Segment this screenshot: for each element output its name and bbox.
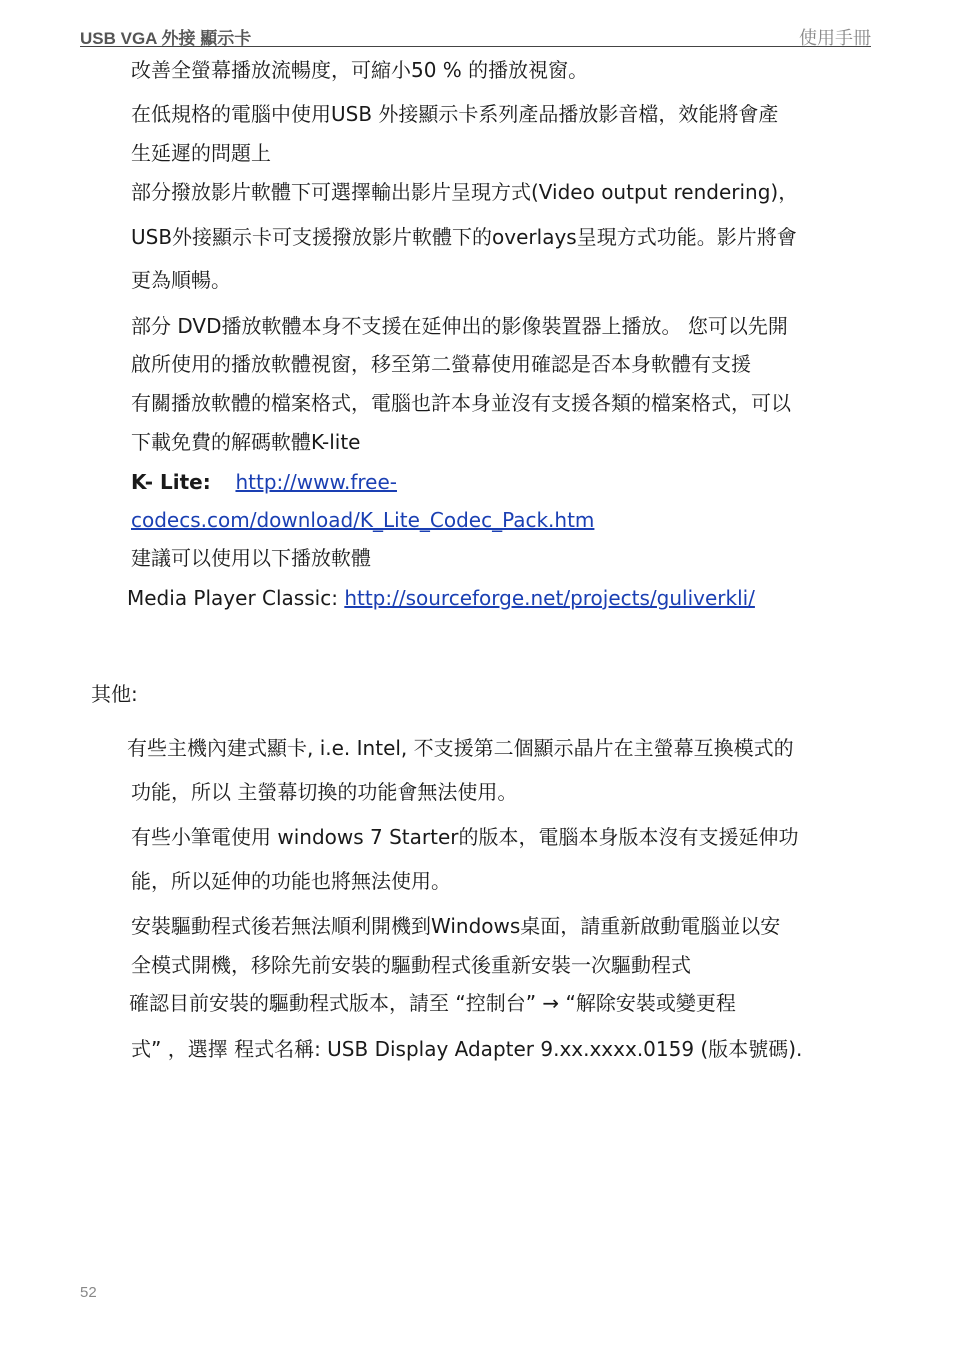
k-lite-label: K- Lite: (131, 470, 211, 494)
media-player-separator: : (331, 586, 345, 610)
k-lite-link-part1[interactable]: http://www.free- (235, 470, 397, 494)
header-title: USB VGA 外接 顯示卡 (80, 29, 252, 48)
k-lite-link-part2[interactable]: codecs.com/download/K_Lite_Codec_Pack.htm (131, 508, 595, 532)
text-line: 確認目前安裝的驅動程式版本，請至 “控制台” → “解除安裝或變更程 (129, 991, 736, 1015)
media-player-label: Media Player Classic (127, 586, 332, 610)
section-heading: 其他: (91, 682, 138, 706)
text-line: 有些主機內建式顯卡, i.e. Intel, 不支援第二個顯示晶片在主螢幕互換模式的 (127, 736, 794, 760)
page-number: 52 (80, 1284, 97, 1301)
text-line: USB外接顯示卡可支援撥放影片軟體下的overlays呈現方式功能。影片將會 (131, 225, 797, 249)
text-line: 部分撥放影片軟體下可選擇輸出影片呈現方式(Video output rendering)， (131, 180, 799, 204)
media-player-line (127, 586, 755, 610)
text-line: 安裝驅動程式後若無法順利開機到Windows桌面，請重新啟動電腦並以安 (131, 914, 781, 938)
text-line: 更為順暢。 (131, 268, 231, 292)
text-line: 啟所使用的播放軟體視窗，移至第二螢幕使用確認是否本身軟體有支援 (131, 352, 751, 376)
k-lite-link-line (131, 508, 594, 532)
page-header (80, 22, 871, 47)
text-line: 建議可以使用以下播放軟體 (131, 546, 371, 570)
text-line: 全模式開機，移除先前安裝的驅動程式後重新安裝一次驅動程式 (131, 953, 691, 977)
text-line: 有些小筆電使用 windows 7 Starter的版本，電腦本身版本沒有支援延伸功 (131, 825, 799, 849)
header-manual-label: 使用手冊 (799, 28, 871, 49)
text-line: 功能，所以 主螢幕切換的功能會無法使用。 (131, 780, 518, 804)
media-player-link[interactable]: http://sourceforge.net/projects/guliverkli/ (344, 586, 755, 610)
text-line: 能，所以延伸的功能也將無法使用。 (131, 869, 451, 893)
k-lite-line (131, 470, 397, 494)
text-line: 在低規格的電腦中使用USB 外接顯示卡系列產品播放影音檔，效能將會產 (131, 102, 779, 126)
text-line: 生延遲的問題上 (131, 141, 271, 165)
text-line: 有關播放軟體的檔案格式，電腦也許本身並沒有支援各類的檔案格式，可以 (131, 391, 791, 415)
text-line: 改善全螢幕播放流暢度，可縮小50 % 的播放視窗。 (131, 58, 589, 82)
text-line: 部分 DVD播放軟體本身不支援在延伸出的影像裝置器上播放。 您可以先開 (131, 314, 788, 338)
text-line: 下載免費的解碼軟體K-lite (131, 430, 361, 454)
text-line: 式” ，選擇 程式名稱: USB Display Adapter 9.xx.xxxx.0159 (版本號碼). (131, 1037, 803, 1061)
